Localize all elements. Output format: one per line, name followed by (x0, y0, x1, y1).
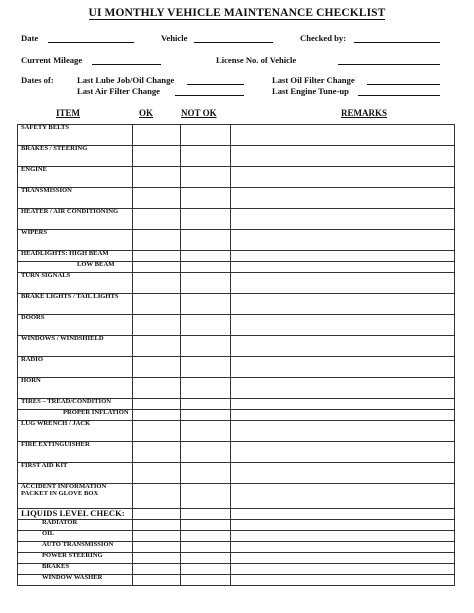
last-lube-field[interactable] (187, 84, 244, 85)
page-title: UI MONTHLY VEHICLE MAINTENANCE CHECKLIST (88, 7, 386, 19)
table-row (18, 230, 455, 251)
item-cell (18, 230, 133, 251)
last-tune-up-field[interactable] (358, 95, 440, 96)
ok-cell[interactable] (133, 230, 181, 251)
item-label: WIPERS (21, 229, 48, 236)
checked-by-field[interactable] (354, 42, 440, 43)
ok-column-header: OK (139, 108, 154, 118)
checklist-body (18, 125, 455, 586)
item-label: RADIO (21, 356, 43, 363)
ok-cell[interactable] (133, 336, 181, 357)
date-label: Date (21, 33, 39, 43)
remarks-cell[interactable] (231, 273, 455, 294)
ok-cell[interactable] (133, 378, 181, 399)
table-row (18, 336, 455, 357)
item-label: TRANSMISSION (21, 187, 72, 194)
item-label: LUG WRENCH / JACK (21, 420, 91, 427)
table-row (18, 125, 455, 146)
not-ok-cell[interactable] (181, 484, 231, 509)
ok-cell[interactable] (133, 262, 181, 273)
ok-cell[interactable] (133, 357, 181, 378)
current-mileage-label: Current Mileage (21, 55, 83, 65)
table-row (18, 378, 455, 399)
remarks-cell[interactable] (231, 484, 455, 509)
remarks-cell[interactable] (231, 357, 455, 378)
item-cell (18, 294, 133, 315)
ok-cell[interactable] (133, 484, 181, 509)
not-ok-cell[interactable] (181, 230, 231, 251)
remarks-cell[interactable] (231, 542, 455, 553)
remarks-cell[interactable] (231, 167, 455, 188)
item-cell (18, 315, 133, 336)
item-label: BRAKES / STEERING (21, 145, 88, 152)
remarks-cell[interactable] (231, 399, 455, 410)
vehicle-field[interactable] (194, 42, 273, 43)
table-row (18, 575, 455, 586)
ok-cell[interactable] (133, 125, 181, 146)
item-label: LOW BEAM (77, 261, 115, 268)
not-ok-cell[interactable] (181, 146, 231, 167)
remarks-cell[interactable] (231, 553, 455, 564)
item-cell (18, 273, 133, 294)
remarks-cell[interactable] (231, 209, 455, 230)
item-label: TURN SIGNALS (21, 272, 71, 279)
remarks-cell[interactable] (231, 442, 455, 463)
last-oil-filter-label: Last Oil Filter Change (272, 75, 355, 85)
item-cell (18, 357, 133, 378)
not-ok-cell[interactable] (181, 564, 231, 575)
item-cell (18, 442, 133, 463)
checked-by-label: Checked by: (300, 33, 347, 43)
remarks-cell[interactable] (231, 315, 455, 336)
item-cell (18, 378, 133, 399)
ok-cell[interactable] (133, 575, 181, 586)
not-ok-cell[interactable] (181, 262, 231, 273)
table-row (18, 294, 455, 315)
item-cell (18, 167, 133, 188)
remarks-cell[interactable] (231, 294, 455, 315)
table-row (18, 188, 455, 209)
item-label: PROPER INFLATION (63, 409, 129, 416)
item-cell (18, 410, 133, 421)
vehicle-label: Vehicle (161, 33, 188, 43)
ok-cell[interactable] (133, 294, 181, 315)
dates-of-label: Dates of: (21, 75, 54, 85)
ok-cell[interactable] (133, 167, 181, 188)
ok-cell[interactable] (133, 421, 181, 442)
table-row (18, 542, 455, 553)
item-label: OIL (42, 530, 55, 537)
checklist-table (17, 124, 455, 586)
last-oil-filter-field[interactable] (367, 84, 440, 85)
not-ok-cell[interactable] (181, 125, 231, 146)
remarks-cell[interactable] (231, 188, 455, 209)
table-row (18, 520, 455, 531)
not-ok-cell[interactable] (181, 209, 231, 230)
item-label: FIRST AID KIT (21, 462, 68, 469)
ok-cell[interactable] (133, 273, 181, 294)
not-ok-cell[interactable] (181, 336, 231, 357)
item-cell (18, 399, 133, 410)
table-row (18, 410, 455, 421)
item-cell (18, 542, 133, 553)
item-label: LIQUIDS LEVEL CHECK: (21, 508, 125, 518)
item-label: PACKET IN GLOVE BOX (21, 489, 99, 497)
not-ok-cell[interactable] (181, 357, 231, 378)
table-row (18, 531, 455, 542)
ok-cell[interactable] (133, 315, 181, 336)
not-ok-cell[interactable] (181, 399, 231, 410)
item-label: BRAKES (42, 563, 70, 570)
remarks-column-header: REMARKS (341, 108, 388, 118)
item-cell (18, 421, 133, 442)
table-row (18, 315, 455, 336)
item-cell (18, 553, 133, 564)
license-no-label: License No. of Vehicle (216, 55, 297, 65)
not-ok-cell[interactable] (181, 531, 231, 542)
not-ok-cell[interactable] (181, 442, 231, 463)
table-row (18, 442, 455, 463)
item-cell (18, 209, 133, 230)
last-air-filter-label: Last Air Filter Change (77, 86, 160, 96)
remarks-cell[interactable] (231, 125, 455, 146)
ok-cell[interactable] (133, 188, 181, 209)
remarks-cell[interactable] (231, 230, 455, 251)
remarks-cell[interactable] (231, 336, 455, 357)
not-ok-cell[interactable] (181, 378, 231, 399)
remarks-cell[interactable] (231, 575, 455, 586)
table-row (18, 564, 455, 575)
date-field[interactable] (48, 42, 134, 43)
remarks-cell[interactable] (231, 410, 455, 421)
not-ok-cell[interactable] (181, 421, 231, 442)
item-label: HORN (21, 377, 41, 384)
item-label: HEADLIGHTS: HIGH BEAM (21, 250, 109, 257)
item-cell (18, 531, 133, 542)
item-cell (18, 509, 133, 520)
table-row (18, 463, 455, 484)
not-ok-cell[interactable] (181, 553, 231, 564)
ok-cell[interactable] (133, 442, 181, 463)
remarks-cell[interactable] (231, 251, 455, 262)
item-label: RADIATOR (42, 519, 78, 526)
ok-cell[interactable] (133, 399, 181, 410)
ok-cell[interactable] (133, 553, 181, 564)
remarks-cell[interactable] (231, 509, 455, 520)
not-ok-cell[interactable] (181, 251, 231, 262)
item-cell (18, 463, 133, 484)
table-row (18, 509, 455, 520)
table-row (18, 553, 455, 564)
item-cell (18, 336, 133, 357)
not-ok-cell[interactable] (181, 542, 231, 553)
ok-cell[interactable] (133, 209, 181, 230)
table-row (18, 357, 455, 378)
ok-cell[interactable] (133, 146, 181, 167)
item-column-header: ITEM (56, 108, 81, 118)
item-cell (18, 125, 133, 146)
ok-cell[interactable] (133, 509, 181, 520)
ok-cell[interactable] (133, 251, 181, 262)
ok-cell[interactable] (133, 410, 181, 421)
table-row (18, 421, 455, 442)
last-tune-up-label: Last Engine Tune-up (272, 86, 349, 96)
not-ok-cell[interactable] (181, 188, 231, 209)
not-ok-cell[interactable] (181, 315, 231, 336)
item-label: HEATER / AIR CONDITIONING (21, 208, 119, 215)
table-row (18, 209, 455, 230)
table-row (18, 484, 455, 509)
item-cell (18, 484, 133, 509)
not-ok-cell[interactable] (181, 167, 231, 188)
license-no-field[interactable] (338, 64, 440, 65)
ok-cell[interactable] (133, 463, 181, 484)
not-ok-cell[interactable] (181, 575, 231, 586)
item-cell (18, 575, 133, 586)
table-row (18, 273, 455, 294)
last-air-filter-field[interactable] (175, 95, 244, 96)
ok-cell[interactable] (133, 520, 181, 531)
item-label: TIRES – TREAD/CONDITION (21, 398, 112, 405)
item-label: FIRE EXTINGUISHER (21, 441, 90, 448)
table-row (18, 146, 455, 167)
ok-cell[interactable] (133, 542, 181, 553)
item-label: DOORS (21, 314, 45, 321)
item-cell (18, 520, 133, 531)
item-cell (18, 188, 133, 209)
item-label: SAFETY BELTS (21, 124, 70, 131)
not-ok-cell[interactable] (181, 509, 231, 520)
ok-cell[interactable] (133, 564, 181, 575)
item-label: POWER STEERING (42, 552, 103, 559)
remarks-cell[interactable] (231, 463, 455, 484)
table-row (18, 251, 455, 262)
not-ok-cell[interactable] (181, 520, 231, 531)
remarks-cell[interactable] (231, 520, 455, 531)
item-cell (18, 262, 133, 273)
item-label: AUTO TRANSMISSION (42, 541, 114, 548)
item-label: WINDOW WASHER (42, 574, 103, 581)
item-cell (18, 564, 133, 575)
ok-cell[interactable] (133, 531, 181, 542)
item-label: BRAKE LIGHTS / TAIL LIGHTS (21, 293, 119, 300)
not-ok-cell[interactable] (181, 463, 231, 484)
item-label: WINDOWS / WINDSHIELD (21, 335, 104, 342)
not-ok-column-header: NOT OK (181, 108, 217, 118)
item-label: ACCIDENT INFORMATION (21, 483, 107, 490)
not-ok-cell[interactable] (181, 410, 231, 421)
table-row (18, 167, 455, 188)
remarks-cell[interactable] (231, 146, 455, 167)
last-lube-label: Last Lube Job/Oil Change (77, 75, 175, 85)
table-row (18, 399, 455, 410)
remarks-cell[interactable] (231, 421, 455, 442)
item-label: ENGINE (21, 166, 48, 173)
current-mileage-field[interactable] (92, 64, 161, 65)
item-cell (18, 251, 133, 262)
item-cell (18, 146, 133, 167)
remarks-cell[interactable] (231, 262, 455, 273)
remarks-cell[interactable] (231, 564, 455, 575)
remarks-cell[interactable] (231, 531, 455, 542)
table-row (18, 262, 455, 273)
not-ok-cell[interactable] (181, 273, 231, 294)
remarks-cell[interactable] (231, 378, 455, 399)
not-ok-cell[interactable] (181, 294, 231, 315)
